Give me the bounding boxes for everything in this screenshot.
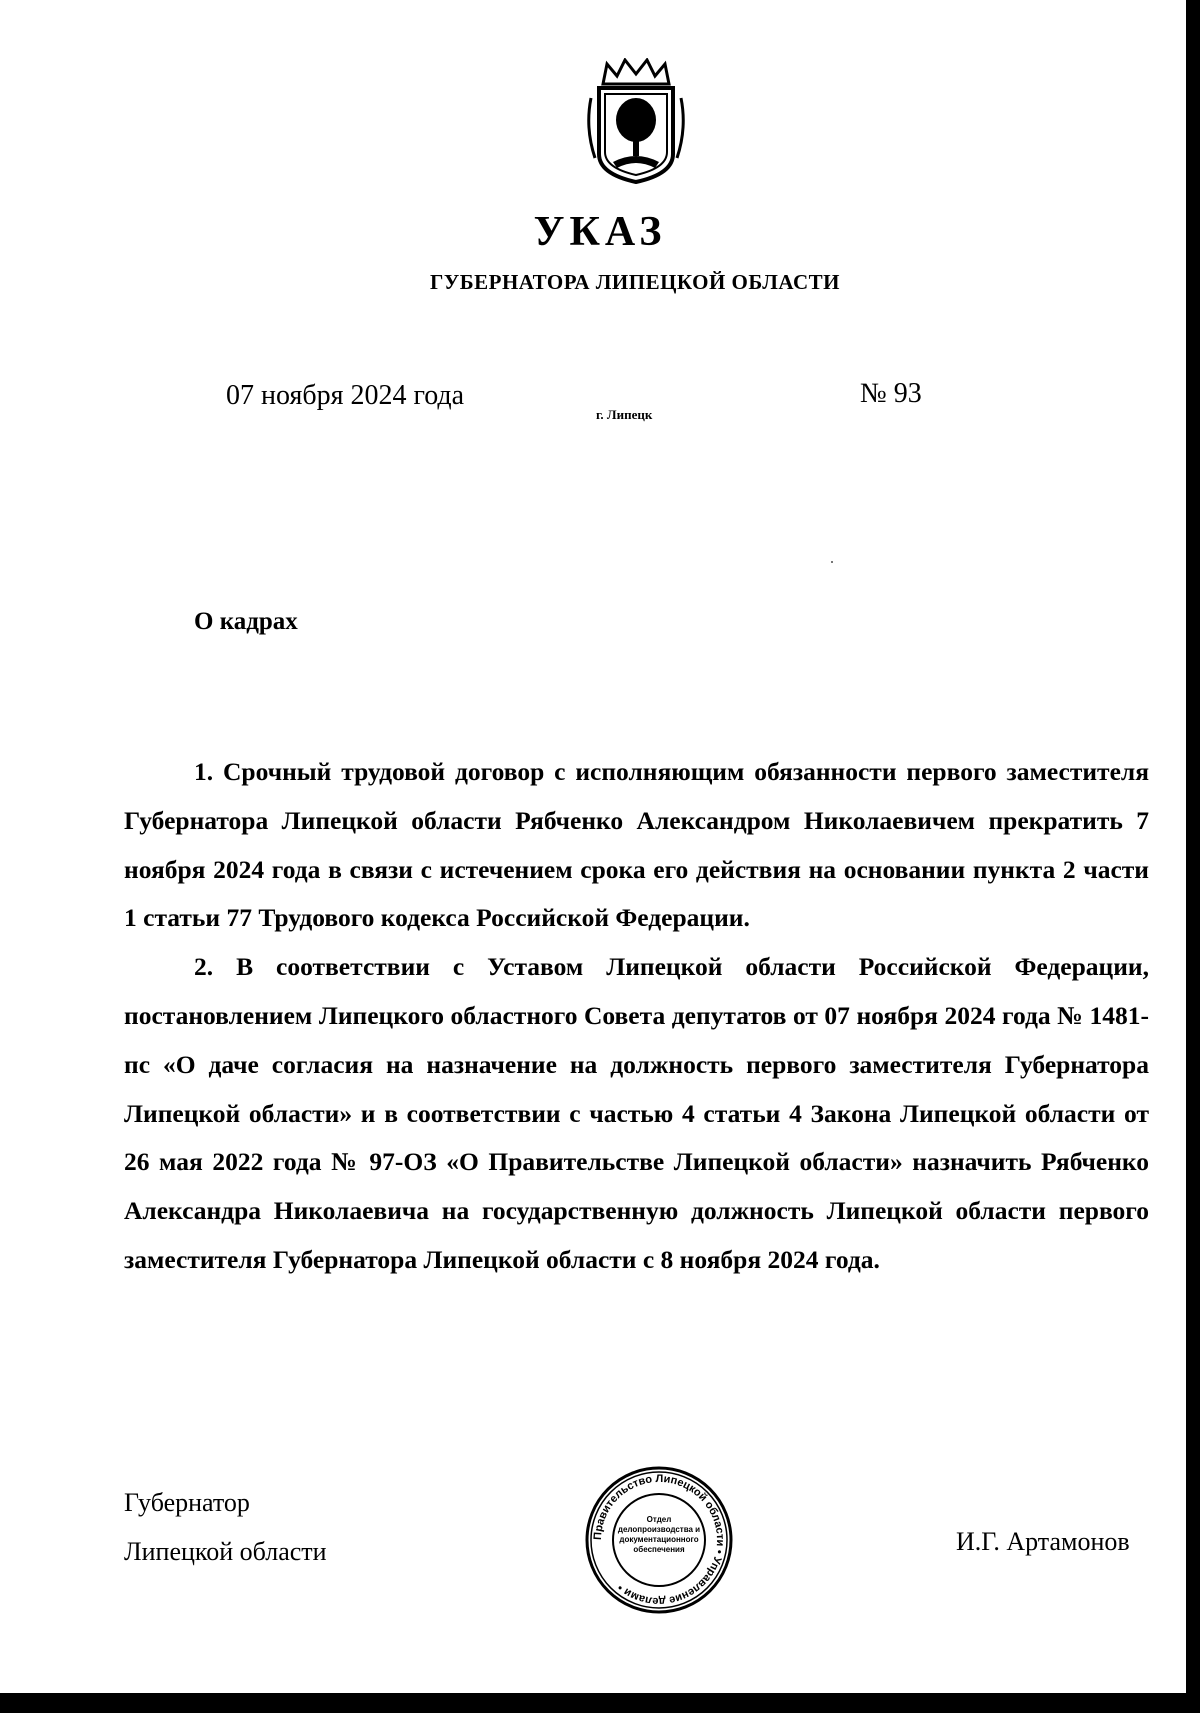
document-city: г. Липецк: [596, 407, 653, 422]
scan-speck: [831, 561, 833, 563]
coat-of-arms-icon: [585, 58, 687, 186]
signature-position-line1: Губернатор: [124, 1488, 250, 1517]
seal-inner-text: Отдел делопроизводства и документационного обеспечения: [617, 1515, 701, 1554]
paragraph-1: 1. Срочный трудовой договор с исполняющим обязанности первого заместителя Губернатора Липецкой области Рябченко Александром Николаевичем прекратить 7 ноября 2024 года в связи с истечением срока его действия на основании пункта 2 части 1 статьи 77 Трудового кодекса Российской Федерации.: [124, 757, 1149, 933]
seal-outer-text: Правительство Липецкой области • Управление делами •: [591, 1472, 727, 1608]
document-title: УКАЗ: [533, 209, 667, 255]
signature-position-line2: Липецкой области: [124, 1537, 327, 1566]
document-date: 07 ноября 2024 года: [226, 380, 465, 411]
official-seal-icon: [584, 1465, 734, 1615]
scan-edge-bottom: [0, 1693, 1200, 1713]
signature-position: [124, 1478, 327, 1576]
document-body: [124, 748, 1149, 1285]
paragraph-2: 2. В соответствии с Уставом Липецкой области Российской Федерации, постановлением Липецкого областного Совета депутатов от 07 ноября 2024 года № 1481-пс «О даче согласия на назначение на должность первого заместителя Губернатора Липецкой области» и в соответствии с частью 4 статьи 4 Закона Липецкой области от 26 мая 2022 года № 97-ОЗ «О Правительстве Липецкой области» назначить Рябченко Александра Николаевича на государственную должность Липецкой области первого заместителя Губернатора Липецкой области с 8 ноября 2024 года.: [124, 952, 1149, 1274]
document-subtitle: ГУБЕРНАТОРА ЛИПЕЦКОЙ ОБЛАСТИ: [429, 270, 841, 294]
scan-edge-right: [1186, 0, 1200, 1713]
signatory-name: И.Г. Артамонов: [956, 1527, 1130, 1556]
document-heading: О кадрах: [194, 608, 298, 635]
document-number: № 93: [860, 378, 922, 409]
